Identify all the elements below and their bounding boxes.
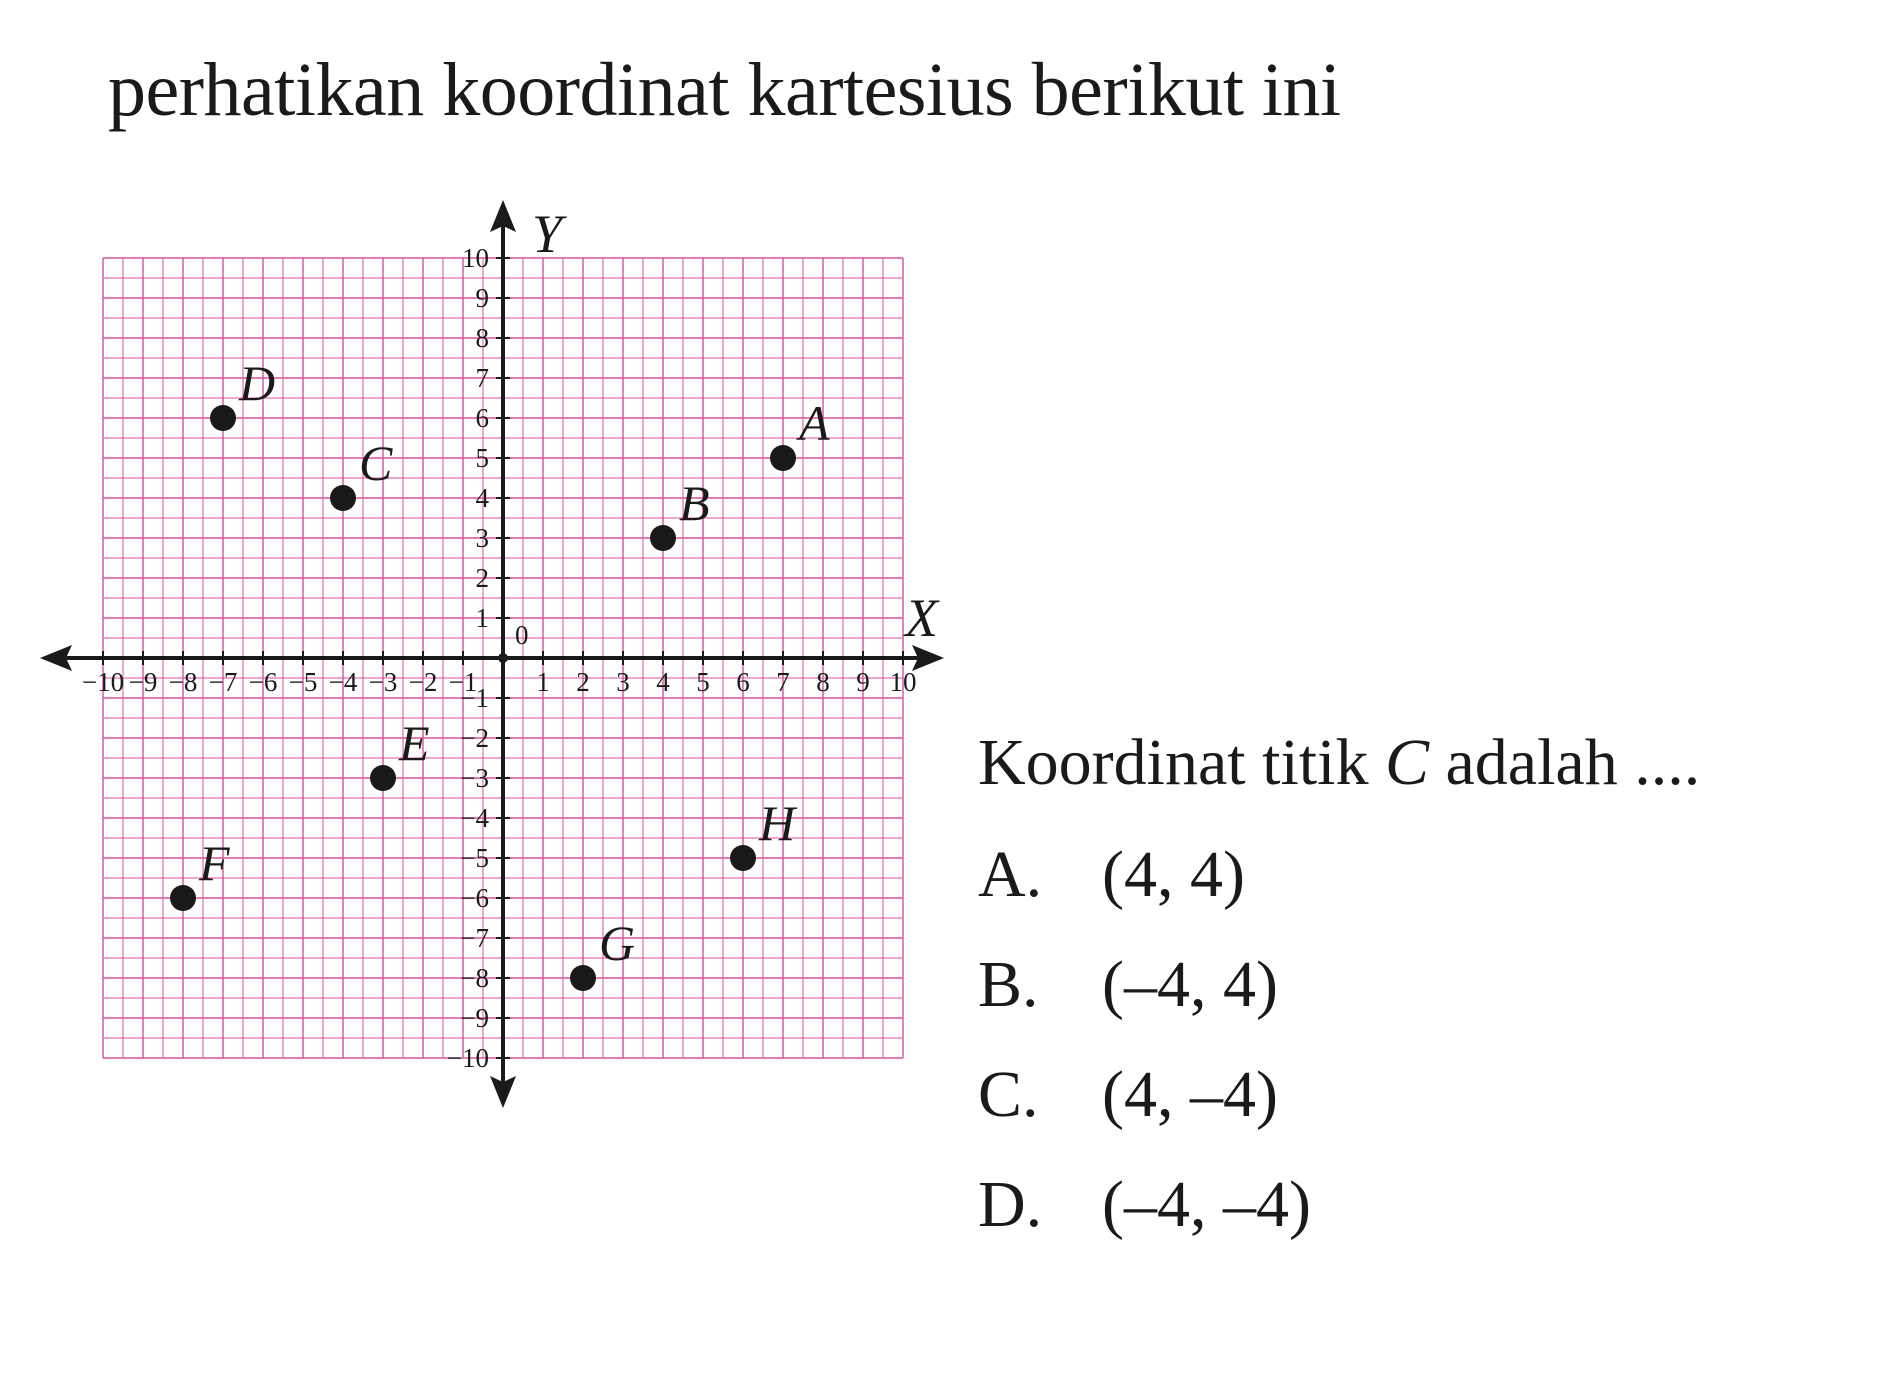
x-tick-label: −2 [408,667,438,697]
y-tick-label: −7 [460,923,489,953]
option-d[interactable] [978,1168,1311,1282]
point-f [170,885,196,911]
option-value: (–4, –4) [1102,1168,1311,1241]
y-tick-label: −2 [460,723,489,753]
x-tick-label: −1 [448,667,478,697]
point-a [770,445,796,471]
x-tick-label: 10 [889,667,917,697]
point-c [330,485,356,511]
y-axis-label: Y [532,204,563,264]
question-text [978,726,1701,799]
y-tick-label: −10 [446,1043,489,1073]
x-tick-label: −8 [168,667,198,697]
point-label-e: E [399,715,430,771]
x-tick-label: −3 [368,667,398,697]
x-tick-label: 7 [776,667,790,697]
x-tick-label: 5 [696,667,710,697]
answer-options [978,838,1311,1282]
y-tick-label: 10 [462,243,489,273]
y-tick-label: −1 [460,683,489,713]
y-tick-label: −4 [460,803,489,833]
point-label-f: F [199,835,230,891]
question-suffix: adalah .... [1429,726,1701,799]
option-value: (4, –4) [1102,1058,1278,1131]
y-tick-label: 4 [475,483,489,513]
x-tick-label: 4 [656,667,670,697]
point-e [370,765,396,791]
x-tick-label: 8 [816,667,830,697]
x-tick-label: −7 [208,667,238,697]
point-label-a: A [799,395,830,451]
point-label-h: H [759,795,796,851]
question-prefix: Koordinat titik [978,726,1385,799]
page-title: perhatikan koordinat kartesius berikut ini [108,48,1341,132]
x-tick-label: −10 [81,667,125,697]
x-tick-label: −6 [248,667,278,697]
point-label-b: B [679,475,710,531]
x-tick-label: −4 [328,667,358,697]
y-tick-label: 9 [475,283,489,313]
question-variable: C [1384,726,1429,799]
option-letter: A. [978,838,1043,911]
y-tick-label: 1 [475,603,489,633]
origin-dot [498,653,508,663]
y-tick-label: −3 [460,763,489,793]
option-letter: B. [978,948,1039,1021]
x-tick-label: 3 [616,667,630,697]
y-tick-label: −6 [460,883,489,913]
y-tick-label: −9 [460,1003,489,1033]
y-tick-label: 8 [475,323,489,353]
x-tick-label: 9 [856,667,870,697]
point-label-g: G [599,915,636,971]
x-tick-label: −5 [288,667,318,697]
option-c[interactable] [978,1058,1311,1172]
point-h [730,845,756,871]
option-value: (–4, 4) [1102,948,1278,1021]
x-tick-label: 2 [576,667,590,697]
option-letter: D. [978,1168,1043,1241]
y-tick-label: −5 [460,843,489,873]
point-d [210,405,236,431]
x-axis-label: X [905,588,938,648]
point-b [650,525,676,551]
y-tick-label: 6 [475,403,489,433]
option-letter: C. [978,1058,1039,1131]
point-label-c: C [359,435,393,491]
x-tick-label: 6 [736,667,750,697]
option-value: (4, 4) [1102,838,1245,911]
y-tick-label: 2 [475,563,489,593]
y-tick-label: 5 [475,443,489,473]
option-b[interactable] [978,948,1311,1062]
point-label-d: D [239,355,276,411]
y-tick-label: −8 [460,963,489,993]
option-a[interactable] [978,838,1311,952]
x-tick-label: −9 [128,667,158,697]
cartesian-chart [0,0,960,1130]
x-tick-label: 1 [536,667,550,697]
point-g [570,965,596,991]
y-tick-label: 7 [475,363,489,393]
origin-label: 0 [515,620,529,650]
y-tick-label: 3 [475,523,489,553]
